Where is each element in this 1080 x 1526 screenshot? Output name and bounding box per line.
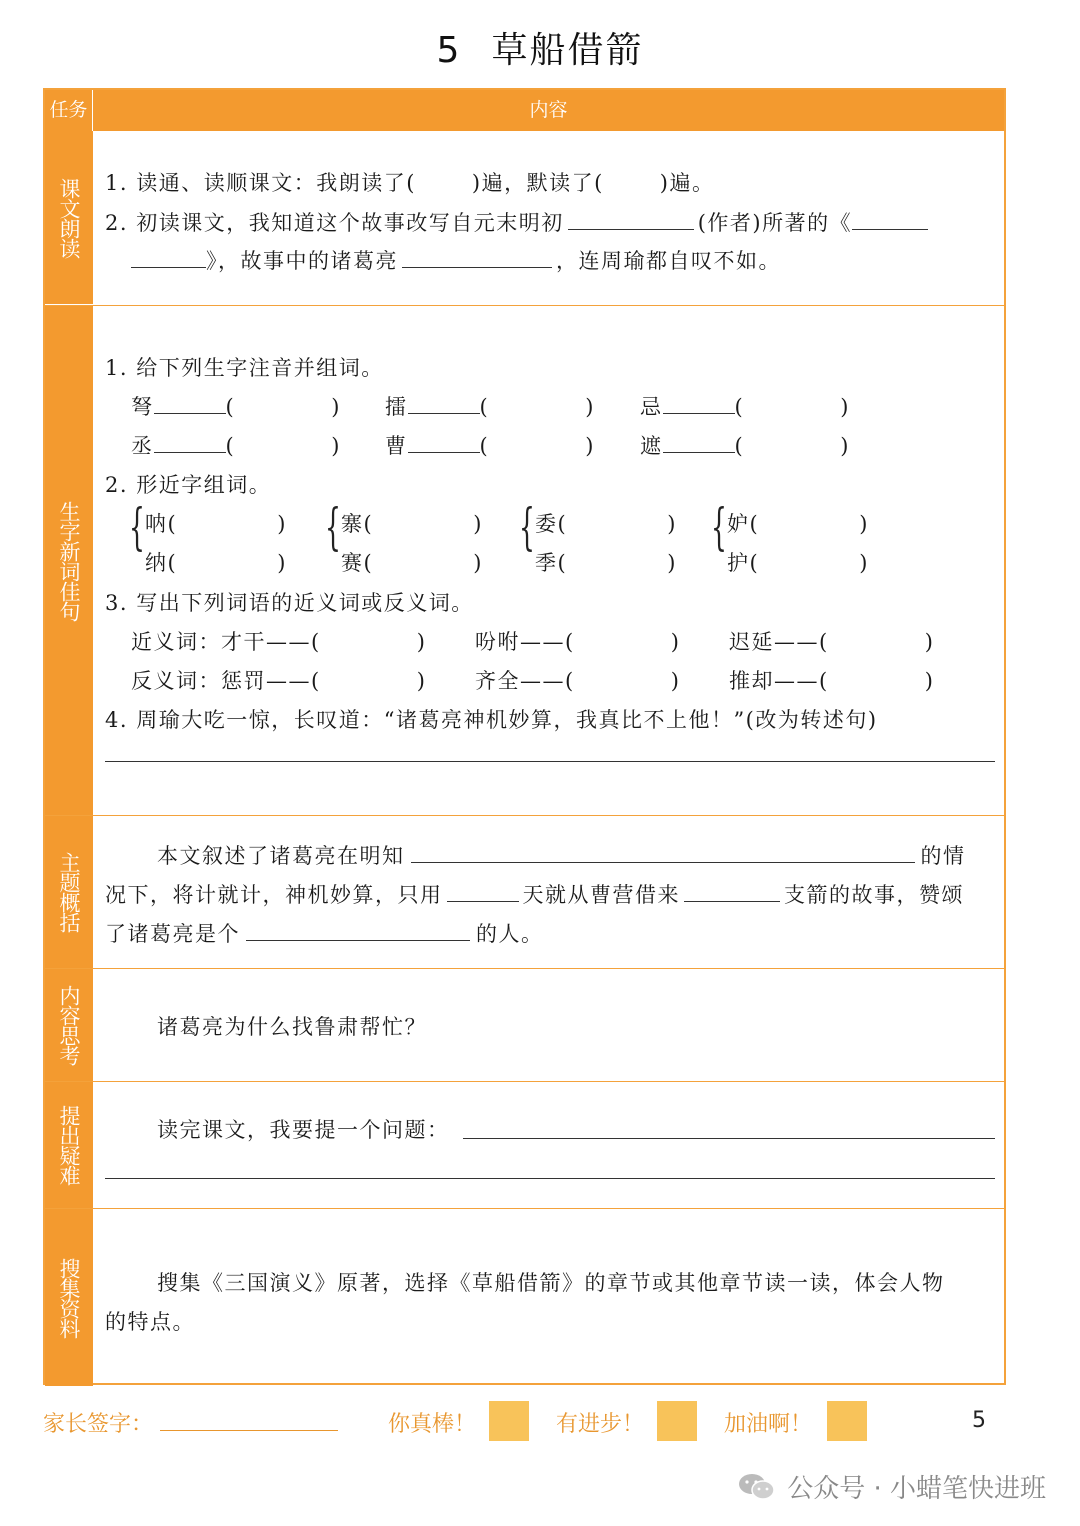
brace: { xyxy=(519,498,535,556)
thinking-question: 诸葛亮为什么找鲁肃帮忙？ xyxy=(157,1015,427,1039)
pinyin-item: 忌 ( ) xyxy=(640,391,850,421)
section-questions xyxy=(45,1081,1004,1209)
synonym-item: 吩咐——( ) xyxy=(475,630,681,654)
pair-item: 赛( ) xyxy=(341,551,483,575)
section-research xyxy=(45,1208,1004,1386)
pair-item: 季( ) xyxy=(535,551,677,575)
table-header xyxy=(45,90,1004,131)
section-label: 内容思考 xyxy=(45,969,93,1082)
pinyin-item: 丞 ( ) xyxy=(131,430,341,460)
badge-cheer-box[interactable] xyxy=(827,1401,867,1441)
pinyin-item: 曹 ( ) xyxy=(385,430,595,460)
brace: { xyxy=(711,498,727,556)
reading-q2: 2. 初读课文，我知道这个故事改写自元末明初 (作者)所著的《 xyxy=(105,207,928,237)
synonym-row: 近义词：才干——( ) xyxy=(131,630,427,654)
brace: { xyxy=(325,498,341,556)
watermark xyxy=(737,1468,1046,1505)
question-answer-line-2[interactable] xyxy=(105,1178,995,1179)
badge-cheer: 加油啊！ xyxy=(724,1412,813,1437)
book-blank-1[interactable] xyxy=(852,207,928,230)
antonym-item: 推却——( ) xyxy=(729,669,935,693)
section-label: 课文朗读 xyxy=(45,131,93,305)
reading-q2-cont: 》，故事中的诸葛亮 ，连周瑜都自叹不如。 xyxy=(131,245,781,275)
research-line-2: 的特点。 xyxy=(105,1310,195,1334)
worksheet-table xyxy=(43,88,1006,1385)
vocab-q4: 4. 周瑜大吃一惊，长叹道：“诸葛亮神机妙算，我真比不上他！”(改为转述句) xyxy=(105,708,878,732)
pair-item: 妒( ) xyxy=(727,512,869,536)
page-title xyxy=(0,22,1080,73)
header-content: 内容 xyxy=(529,99,568,121)
badge-great-box[interactable] xyxy=(489,1401,529,1441)
section-thinking xyxy=(45,968,1004,1082)
pair-item: 护( ) xyxy=(727,551,869,575)
vocab-q3: 3. 写出下列词语的近义词或反义词。 xyxy=(105,591,474,615)
lesson-title: 草船借箭 xyxy=(491,30,644,71)
vocab-q2: 2. 形近字组词。 xyxy=(105,473,272,497)
pinyin-item: 擂 ( ) xyxy=(385,391,595,421)
section-label: 主题概括 xyxy=(45,816,93,969)
pair-item: 呐( ) xyxy=(145,512,287,536)
badge-progress: 有进步！ xyxy=(556,1412,645,1437)
wechat-icon xyxy=(737,1472,777,1502)
brace: { xyxy=(129,498,145,556)
page-number: 5 xyxy=(972,1408,986,1433)
reading-q1: 1. 读通、读顺课文：我朗读了( )遍，默读了( )遍。 xyxy=(105,171,715,195)
badge-progress-box[interactable] xyxy=(657,1401,697,1441)
section-label: 搜集资料 xyxy=(45,1209,93,1386)
watermark-text: 公众号 · 小蜡笔快进班 xyxy=(787,1474,1046,1504)
section-reading xyxy=(45,131,1004,305)
theme-line-3: 了诸葛亮是个 的人。 xyxy=(105,918,544,948)
pinyin-item: 弩 ( ) xyxy=(131,391,341,421)
pair-item: 寨( ) xyxy=(341,512,483,536)
parent-sign-line[interactable] xyxy=(160,1430,338,1431)
author-blank[interactable] xyxy=(568,207,694,230)
section-label: 提出疑难 xyxy=(45,1082,93,1209)
theme-line-1: 本文叙述了诸葛亮在明知 的情 xyxy=(157,840,966,870)
vocab-q1: 1. 给下列生字注音并组词。 xyxy=(105,356,384,380)
parent-sign-label: 家长签字： xyxy=(43,1412,154,1437)
research-line-1: 搜集《三国演义》原著，选择《草船借箭》的章节或其他章节读一读，体会人物 xyxy=(157,1271,945,1295)
pinyin-item: 遮 ( ) xyxy=(640,430,850,460)
synonym-item: 迟延——( ) xyxy=(729,630,935,654)
question-answer-line[interactable] xyxy=(463,1138,995,1139)
section-vocabulary xyxy=(45,305,1004,816)
section-theme xyxy=(45,815,1004,969)
pair-item: 纳( ) xyxy=(145,551,287,575)
header-task: 任务 xyxy=(45,90,93,131)
lesson-number: 5 xyxy=(436,30,462,71)
answer-line[interactable] xyxy=(105,761,995,762)
antonym-item: 齐全——( ) xyxy=(475,669,681,693)
theme-line-2: 况下，将计就计，神机妙算，只用 天就从曹营借来 支箭的故事，赞颂 xyxy=(105,879,964,909)
badge-great: 你真棒！ xyxy=(388,1412,477,1437)
section-label: 生字新词佳句 xyxy=(45,306,93,816)
pair-item: 委( ) xyxy=(535,512,677,536)
antonym-row: 反义词：惩罚——( ) xyxy=(131,669,427,693)
trait-blank[interactable] xyxy=(402,245,552,268)
question-prompt: 读完课文，我要提一个问题： xyxy=(157,1118,450,1142)
book-blank-2[interactable] xyxy=(131,245,206,268)
